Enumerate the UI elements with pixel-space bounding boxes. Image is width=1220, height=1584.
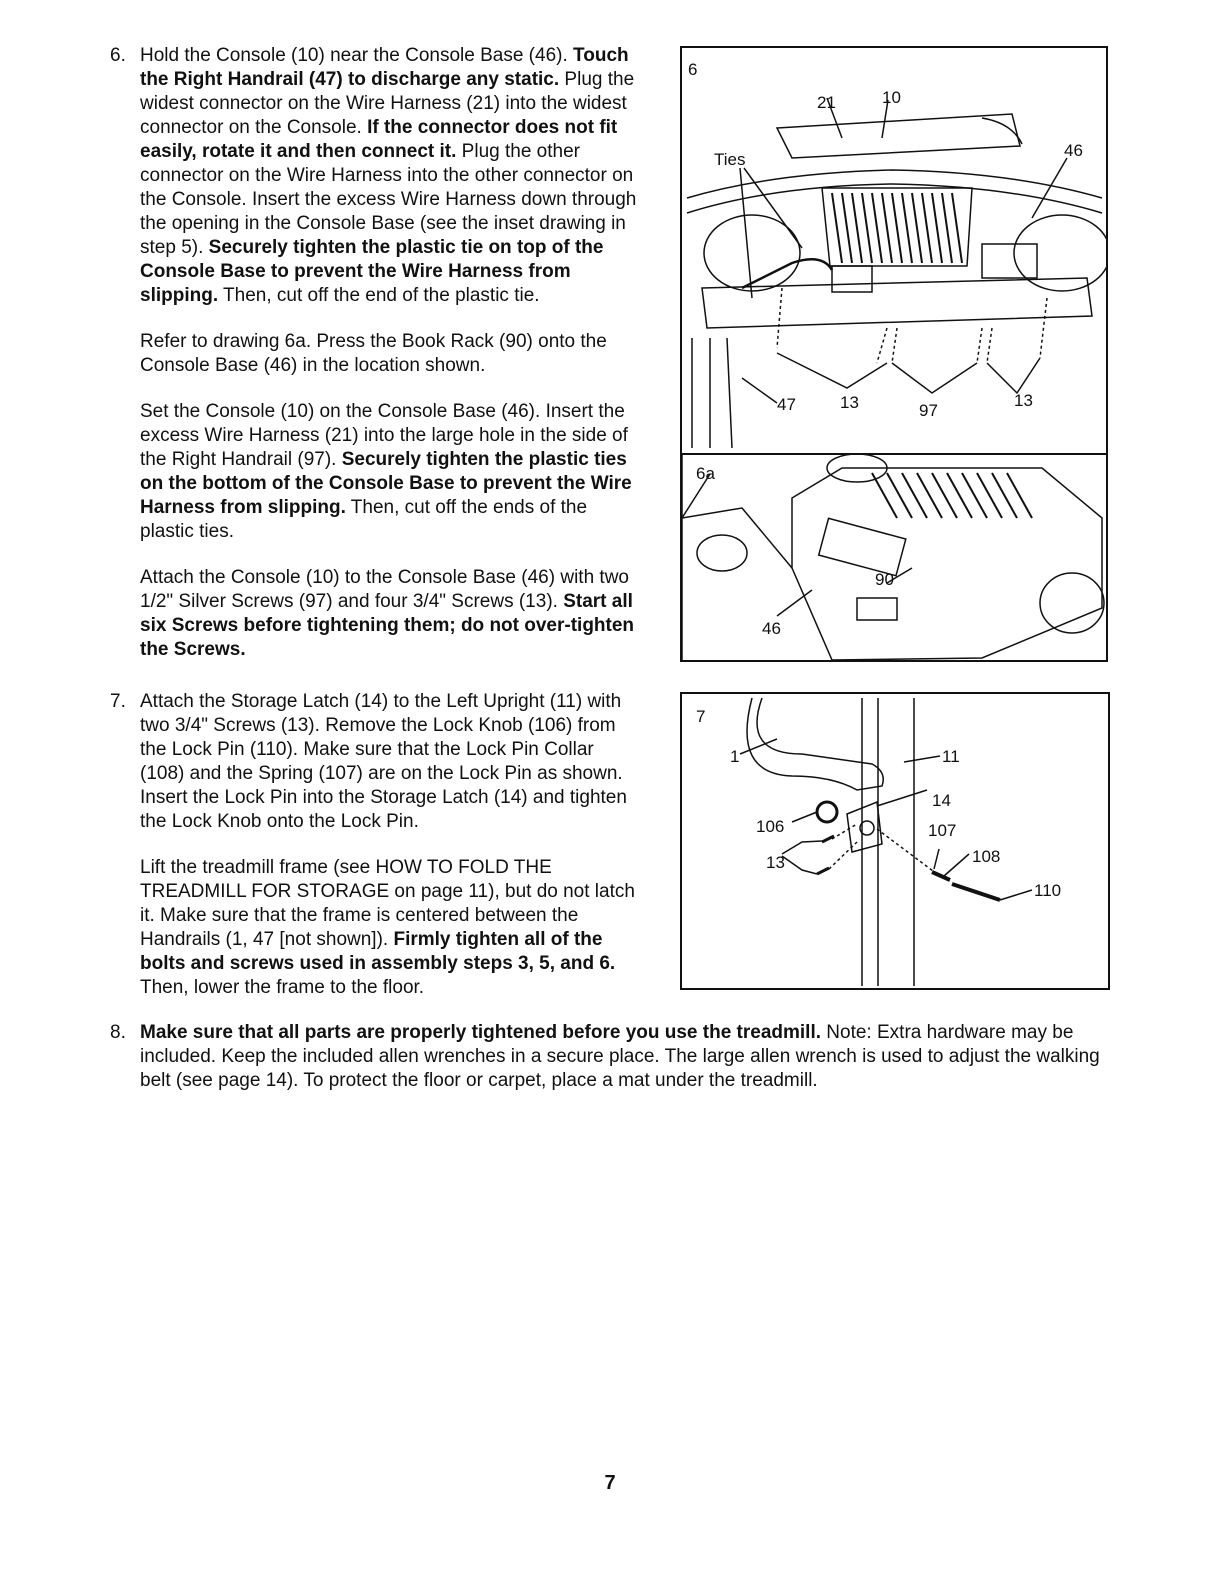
callout-13-right: 13	[1014, 391, 1033, 410]
page-number: 7	[604, 1472, 616, 1494]
callout-11: 11	[942, 747, 960, 766]
figure-6-label: 6	[688, 60, 698, 79]
bold-text: Securely tighten the plastic tie on top of the Console Base to prevent the Wire Harness from slipping.	[140, 237, 604, 306]
callout-ties: Ties	[714, 150, 746, 169]
figure-6-console-assembly	[680, 46, 1108, 662]
step-number: 6.	[110, 45, 126, 66]
figure-6a-label: 6a	[696, 464, 715, 483]
step-body	[140, 44, 640, 684]
text-run: Set the Console (10) on the Console Base (46). Insert the excess Wire Harness (21) into the large hole in the side of the Right Handrail (97).	[140, 401, 628, 470]
step-paragraph	[140, 44, 640, 308]
callout-13: 13	[766, 853, 785, 872]
callout-90: 90	[875, 570, 894, 589]
lock-knob	[817, 802, 837, 822]
callout-108: 108	[972, 847, 1001, 866]
text-run: Plug the widest connector on the Wire Harness (21) into the widest connector on the Console.	[140, 69, 635, 138]
figure-6-drawing	[682, 48, 1106, 660]
callout-21: 21	[817, 93, 836, 112]
step-number: 7.	[110, 691, 126, 712]
step-paragraph	[140, 856, 640, 1000]
bold-text: Make sure that all parts are properly tightened before you use the treadmill.	[140, 1022, 822, 1043]
callout-47: 47	[777, 395, 796, 414]
figure-7-drawing	[682, 694, 1108, 988]
text-run: Lift the treadmill frame (see HOW TO FOLD THE TREADMILL FOR STORAGE on page 11), but do not latch it. Make sure that the frame is centered between the Handrails (1, 47 [not shown]).	[140, 857, 635, 950]
text-run: Then, cut off the ends of the plastic ties.	[140, 497, 588, 542]
bold-text: If the connector does not fit easily, rotate it and then connect it.	[140, 117, 618, 162]
step-paragraph	[140, 1021, 1110, 1093]
callout-13-left: 13	[840, 393, 859, 412]
figure-7-storage-latch	[680, 692, 1110, 990]
text-run: Then, lower the frame to the floor.	[140, 977, 425, 998]
text-run: Attach the Storage Latch (14) to the Left Upright (11) with two 3/4" Screws (13). Remove the Lock Knob (106) from the Lock Pin (110). Make sure that the Lock Pin Collar (108) and the Spring (107) are on the Lock Pin as shown. Insert the Lock Pin into the Storage Latch (14) and tighten the Lock Knob onto the Lock Pin.	[140, 691, 627, 832]
handrail	[747, 698, 883, 790]
step-paragraph	[140, 400, 640, 544]
callout-106: 106	[756, 817, 785, 836]
step-paragraph	[140, 330, 640, 378]
text-run: Refer to drawing 6a. Press the Book Rack (90) onto the Console Base (46) in the location shown.	[140, 331, 607, 376]
storage-latch	[847, 802, 882, 852]
console-outline	[777, 114, 1020, 158]
step-body	[140, 690, 640, 1022]
step-body	[140, 1021, 1110, 1115]
bold-text: Securely tighten the plastic ties on the bottom of the Console Base to prevent the Wire Harness from slipping.	[140, 449, 632, 518]
callout-97: 97	[919, 401, 938, 420]
callout-10: 10	[882, 88, 901, 107]
callout-107: 107	[928, 821, 957, 840]
text-run: Attach the Console (10) to the Console Base (46) with two 1/2" Silver Screws (97) and four 3/4" Screws (13).	[140, 567, 629, 612]
callout-110: 110	[1034, 881, 1062, 900]
step-paragraph	[140, 566, 640, 662]
lock-pin	[952, 884, 1000, 900]
text-run: Hold the Console (10) near the Console Base (46).	[140, 45, 574, 66]
callout-46: 46	[1064, 141, 1083, 160]
figure-7-label: 7	[696, 707, 706, 726]
text-run: Plug the other connector on the Wire Harness into the other connector on the Console. Insert the excess Wire Harness down through the opening in the Console Base (see the inset drawing in step 5).	[140, 141, 637, 258]
callout-14: 14	[932, 791, 951, 810]
callout-46-inset: 46	[762, 619, 781, 638]
step-number: 8.	[110, 1022, 126, 1043]
book-rack	[819, 518, 906, 575]
text-run: Then, cut off the end of the plastic tie.	[218, 285, 540, 306]
bold-text: Touch the Right Handrail (47) to discharge any static.	[140, 45, 629, 90]
bold-text: Firmly tighten all of the bolts and screws used in assembly steps 3, 5, and 6.	[140, 929, 616, 974]
text-run: Note: Extra hardware may be included. Keep the included allen wrenches in a secure place. The large allen wrench is used to adjust the walking belt (see page 14). To protect the floor or carpet, place a mat under the treadmill.	[140, 1022, 1100, 1091]
bold-text: Start all six Screws before tightening them; do not over-tighten the Screws.	[140, 591, 635, 660]
step-paragraph	[140, 690, 640, 834]
callout-1: 1	[730, 747, 740, 766]
